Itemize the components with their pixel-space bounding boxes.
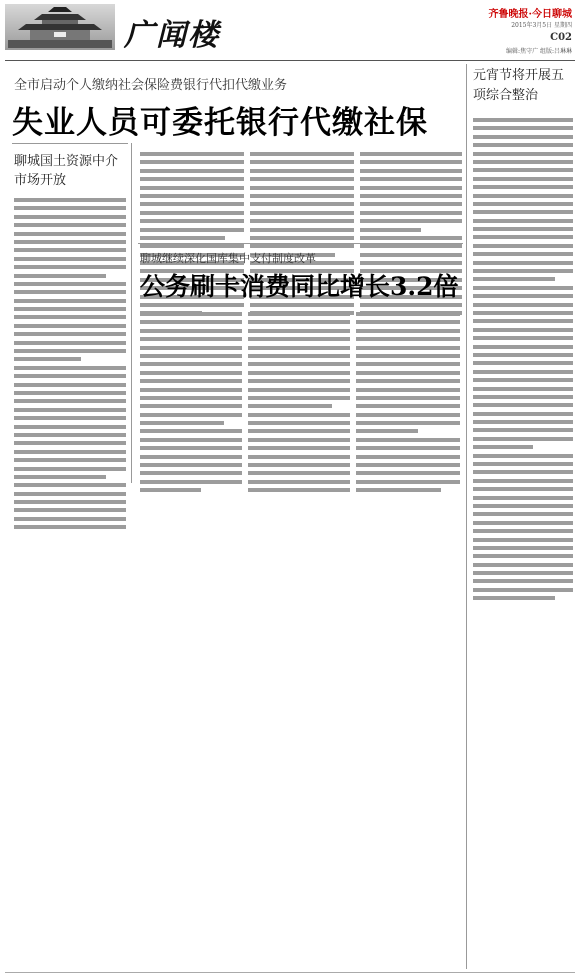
page-bottom-rule	[5, 972, 575, 973]
second-story-rule	[138, 243, 463, 244]
side-story-headline: 元宵节将开展五项综合整治	[473, 68, 565, 103]
left-story-body	[14, 198, 126, 534]
second-story-col-3	[356, 312, 460, 497]
publish-date: 2015年3月5日 星期四	[511, 22, 572, 29]
page-number: C02	[550, 32, 572, 43]
newspaper-brand: 齐鲁晚报·今日聊城	[488, 9, 572, 20]
left-column-rule	[12, 143, 128, 144]
left-story-headline: 聊城国土资源中介市场开放	[14, 154, 119, 188]
column-divider	[466, 64, 467, 969]
second-story-col-2	[248, 312, 350, 497]
section-title: 广闻楼	[124, 18, 220, 53]
masthead-image	[5, 4, 115, 50]
header-divider	[5, 60, 575, 61]
side-story-body	[473, 118, 573, 605]
main-story-headline: 失业人员可委托银行代缴社保	[12, 105, 428, 141]
left-column-divider	[131, 143, 132, 483]
second-story-lead: 聊城继续深化国库集中支付制度改革	[140, 252, 316, 265]
second-story-headline: 公务刷卡消费同比增长3.2倍	[140, 272, 459, 301]
pagoda-icon	[8, 6, 112, 48]
second-story-col-1	[140, 312, 242, 497]
main-story-lead: 全市启动个人缴纳社会保险费银行代扣代缴业务	[14, 78, 288, 93]
editor-credits: 编辑:焦守广 组版:吕琳琳	[506, 48, 572, 55]
